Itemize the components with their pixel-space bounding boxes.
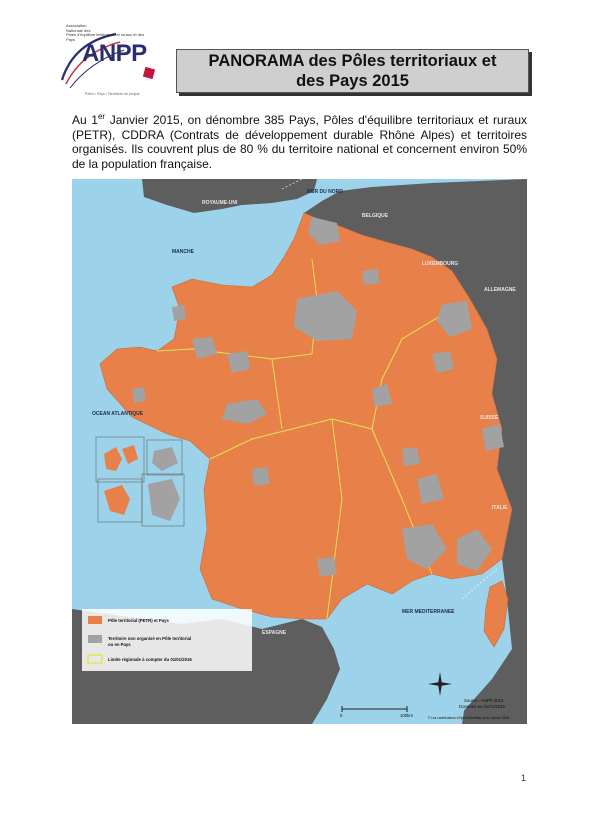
label-espagne: ESPAGNE: [262, 630, 287, 636]
label-manche: MANCHE: [172, 249, 194, 255]
title-line-2: des Pays 2015: [296, 72, 409, 90]
logo-wordmark: ANPP: [82, 40, 147, 67]
legend-label-petr: Pôle territorial (PETR) et Pays: [108, 618, 169, 623]
france-map: [72, 179, 527, 724]
page-title: [176, 49, 529, 93]
logo-association-text: Association Nationale des Pôles d'équilibre territoriaux et ruraux et des Pays: [66, 23, 145, 42]
map-svg: [72, 179, 527, 724]
label-allemagne: ALLEMAGNE: [484, 287, 516, 293]
label-italie: ITALIE: [492, 505, 508, 511]
label-belgique: BELGIQUE: [362, 213, 389, 219]
title-line-1: PANORAMA des Pôles territoriaux et: [208, 52, 497, 70]
label-luxembourg: LUXEMBOURG: [422, 261, 459, 267]
logo-tagline: Pôles • Pays • Territoires de projets: [85, 92, 140, 96]
label-royaume-uni: ROYAUME-UNI: [202, 200, 238, 206]
label-ocean: OCEAN ATLANTIQUE: [92, 411, 144, 417]
map-source-1: Source : ANPP 2015: [464, 698, 504, 703]
legend-swatch-unorganized: [88, 635, 102, 643]
legend-label-limit: Limite régionale à compter du 01/01/2016: [108, 657, 192, 662]
scale-zero: 0: [340, 713, 343, 718]
page-number: 1: [521, 773, 527, 783]
legend-label-unorganized-1: Territoire non organisé en Pôle territorial: [108, 636, 192, 641]
label-mediterranee: MER MEDITERRANEE: [402, 609, 455, 615]
map-credit: © Les contributeurs d'OpenStreetMap sous Licence ODbL: [428, 716, 511, 720]
legend-swatch-petr: [88, 616, 102, 624]
label-mer-du-nord: MER DU NORD: [307, 189, 343, 195]
intro-paragraph: Au 1er Janvier 2015, on dénombre 385 Pays, Pôles d'équilibre territoriaux et ruraux (PETR), CDDRA (Contrats de développement durable Rhône Alpes) et territoires organisés. Ils couvrent plus de 80 % du territoire national et concernent environ 50% de la population française.: [72, 112, 527, 171]
map-source-2: Données au 01/01/2015: [459, 704, 505, 709]
label-suisse: SUISSE: [480, 415, 499, 421]
scale-max: 100km: [400, 713, 413, 718]
legend-label-unorganized-2: ou en Pays: [108, 642, 131, 647]
